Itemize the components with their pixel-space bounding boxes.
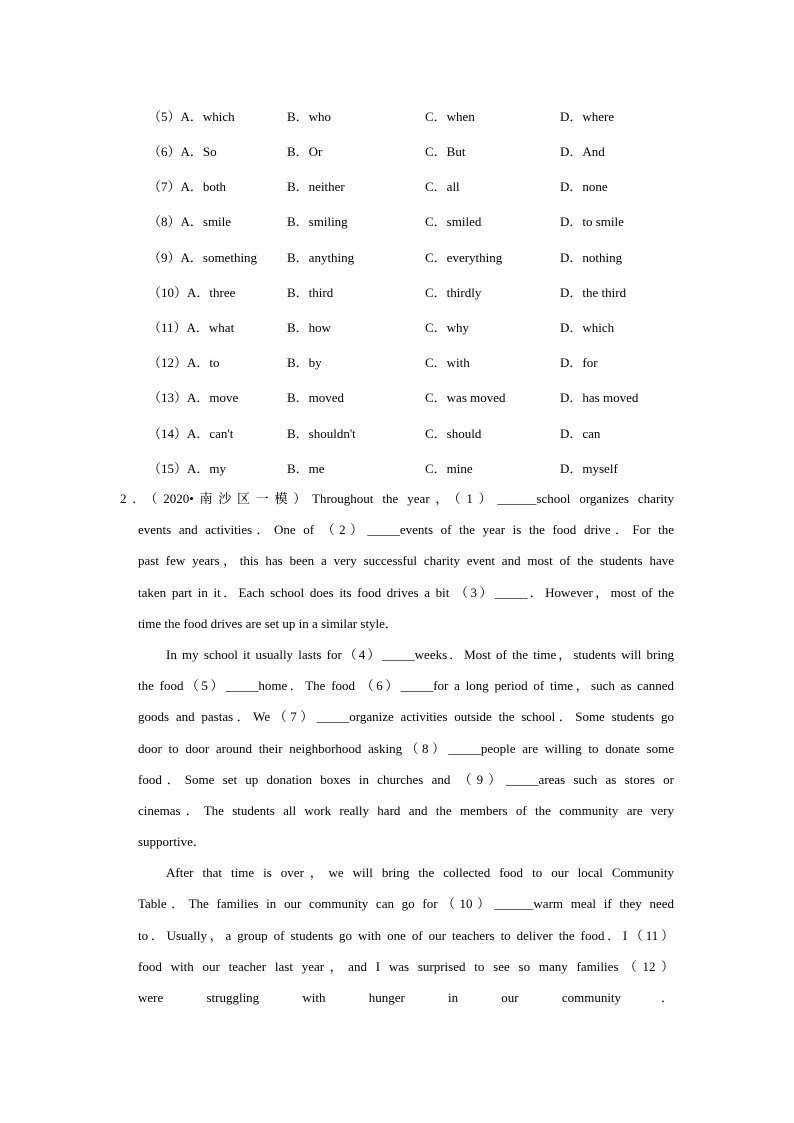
passage-line: goods and pastas．We（7）_____organize activities outside the school．Some students go xyxy=(138,709,674,725)
option-c: C．everything xyxy=(425,250,503,265)
option-b: B．me xyxy=(287,461,325,476)
option-a: （10）A．three xyxy=(148,285,236,300)
passage-line: Table．The families in our community can go for（10）______warm meal if they need xyxy=(138,896,674,912)
passage-line: cinemas．The students all work really hard and the members of the community are very xyxy=(138,802,674,818)
option-a: （14）A．can't xyxy=(148,426,234,441)
option-a: （6）A．So xyxy=(148,144,217,159)
option-a: （9）A．something xyxy=(148,250,258,265)
option-row-12 xyxy=(0,352,794,372)
passage-line: 2．（2020•南沙区一模）Throughout the year，（1）______school organizes charity xyxy=(120,491,674,506)
option-a: （12）A．to xyxy=(148,355,220,370)
option-d: D．nothing xyxy=(560,250,623,265)
option-b: B．how xyxy=(287,320,332,335)
option-row-8 xyxy=(0,211,794,231)
option-row-11 xyxy=(0,317,794,337)
passage-line: food．Some set up donation boxes in churches and （9）_____areas such as stores or xyxy=(138,771,674,787)
option-b: B．neither xyxy=(287,179,345,194)
option-row-7 xyxy=(0,176,794,196)
option-b: B．anything xyxy=(287,250,355,265)
passage-line: In my school it usually lasts for（4）_____weeks．Most of the time，students will bring xyxy=(166,646,674,662)
option-d: D．which xyxy=(560,320,615,335)
option-c: C．with xyxy=(425,355,470,370)
option-d: D．can xyxy=(560,426,601,441)
option-row-14 xyxy=(0,423,794,443)
passage-line: past few years，this has been a very successful charity event and most of the students have xyxy=(138,553,674,569)
passage-line: supportive． xyxy=(138,834,206,850)
option-d: D．myself xyxy=(560,461,618,476)
option-b: B．Or xyxy=(287,144,323,159)
option-b: B．shouldn't xyxy=(287,426,356,441)
option-b: B．third xyxy=(287,285,334,300)
option-d: D．none xyxy=(560,179,608,194)
option-c: C．smiled xyxy=(425,214,482,229)
option-c: C．thirdly xyxy=(425,285,482,300)
question-2-passage xyxy=(120,488,674,1018)
passage-line: were struggling with hunger in our community． xyxy=(138,990,674,1005)
passage-line: the food（5）_____home．The food （6）_____for a long period of time，such as canned xyxy=(138,678,674,694)
passage-line: taken part in it．Each school does its food drives a bit （3）_____．However，most of the xyxy=(138,584,674,600)
option-row-6 xyxy=(0,141,794,161)
option-d: D．for xyxy=(560,355,598,370)
option-c: C．mine xyxy=(425,461,473,476)
passage-line: After that time is over，we will bring the collected food to our local Community xyxy=(166,865,674,881)
option-b: B．by xyxy=(287,355,322,370)
option-a: （5）A．which xyxy=(148,109,235,124)
option-a: （13）A．move xyxy=(148,390,239,405)
option-b: B．smiling xyxy=(287,214,348,229)
option-a: （15）A．my xyxy=(148,461,227,476)
option-d: D．the third xyxy=(560,285,627,300)
passage-line: to．Usually，a group of students go with one of our teachers to deliver the food．I（11） xyxy=(138,927,674,943)
option-b: B．moved xyxy=(287,390,345,405)
option-c: C．But xyxy=(425,144,466,159)
option-c: C．when xyxy=(425,109,475,124)
passage-line: door to door around their neighborhood asking（8）_____people are willing to donate some xyxy=(138,740,674,756)
option-c: C．all xyxy=(425,179,460,194)
option-d: D．where xyxy=(560,109,615,124)
option-a: （7）A．both xyxy=(148,179,227,194)
option-b: B．who xyxy=(287,109,332,124)
option-a: （8）A．smile xyxy=(148,214,232,229)
option-d: D．And xyxy=(560,144,605,159)
option-row-10 xyxy=(0,282,794,302)
option-row-13 xyxy=(0,387,794,407)
passage-line: events and activities．One of （2）_____events of the year is the food drive．For the xyxy=(138,522,674,538)
option-row-15 xyxy=(0,458,794,478)
option-row-9 xyxy=(0,247,794,267)
option-c: C．should xyxy=(425,426,482,441)
option-c: C．why xyxy=(425,320,470,335)
option-row-5 xyxy=(0,106,794,126)
option-c: C．was moved xyxy=(425,390,506,405)
option-d: D．has moved xyxy=(560,390,639,405)
option-d: D．to smile xyxy=(560,214,624,229)
passage-line: food with our teacher last year，and I was surprised to see so many families（12） xyxy=(138,958,674,974)
option-a: （11）A．what xyxy=(148,320,235,335)
passage-line: time the food drives are set up in a similar style． xyxy=(138,615,398,631)
